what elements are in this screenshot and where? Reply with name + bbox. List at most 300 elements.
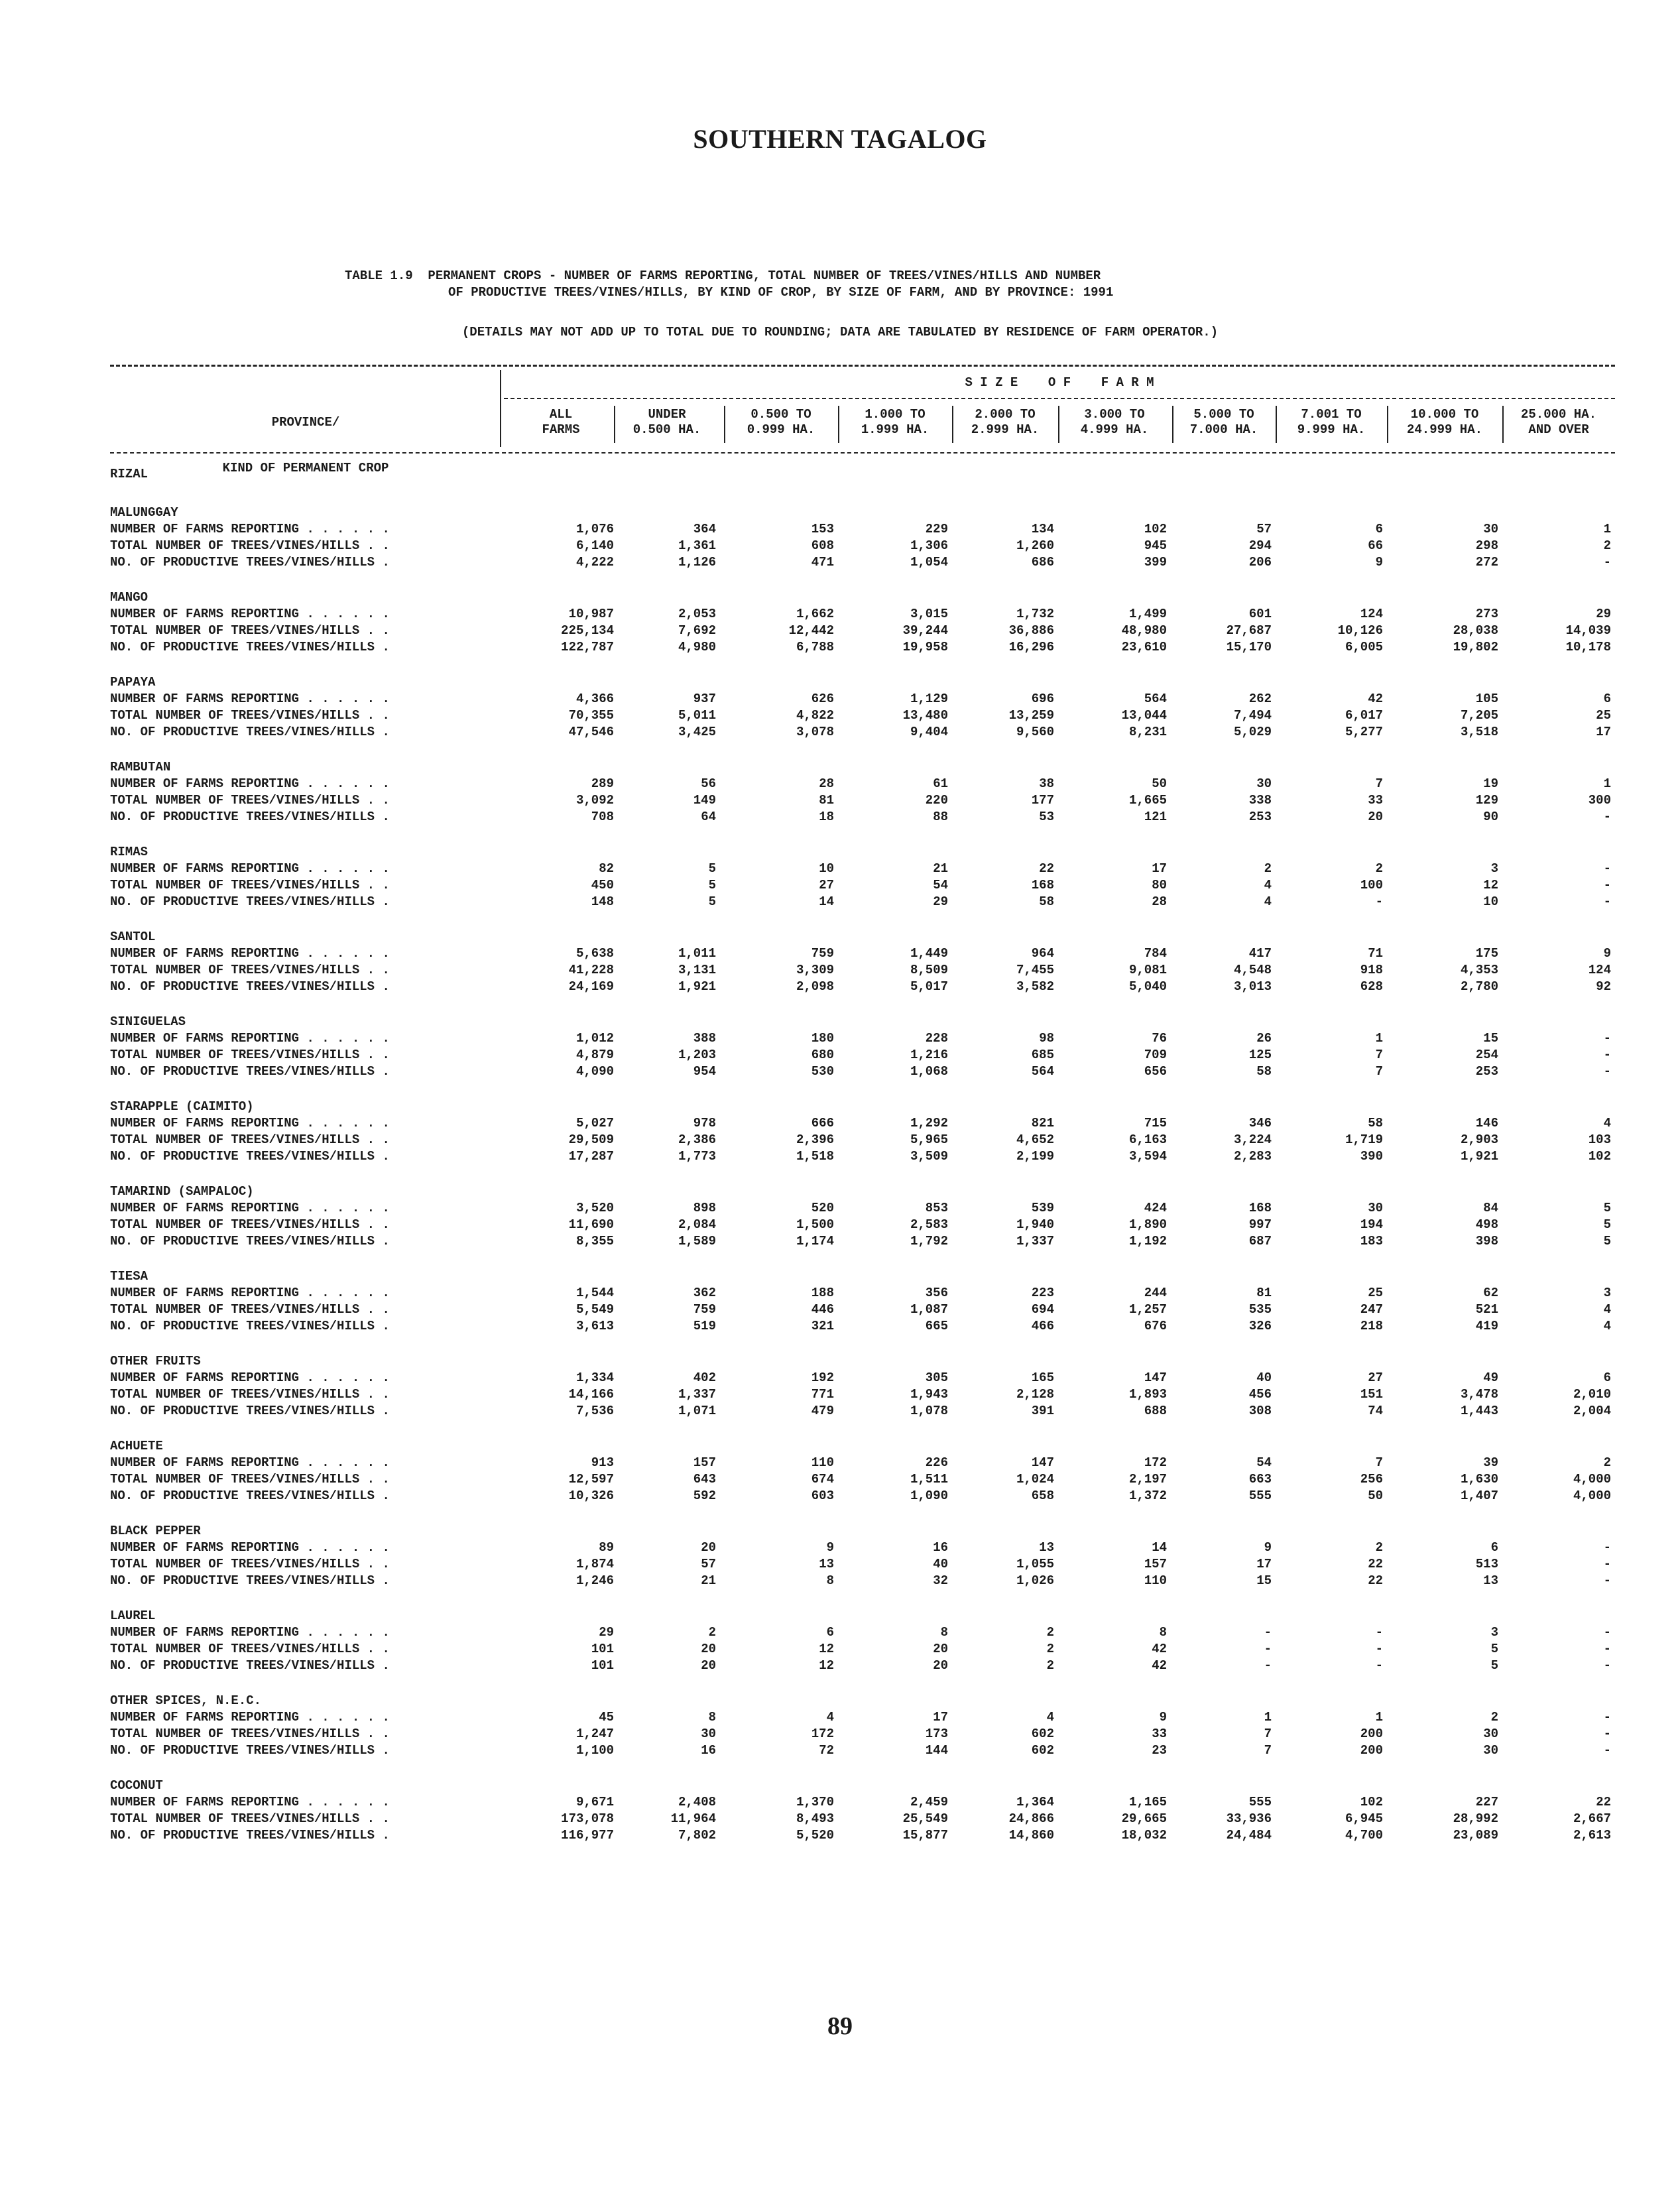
column-header-line: 10.000 TO bbox=[1410, 407, 1479, 422]
table-cell: 173 bbox=[925, 1727, 948, 1741]
table-cell: 20 bbox=[933, 1642, 948, 1656]
column-header bbox=[952, 407, 1058, 438]
table-cell: 10,987 bbox=[568, 607, 614, 621]
table-cell: 1,306 bbox=[910, 538, 948, 553]
crop-block bbox=[110, 1437, 1615, 1522]
table-cell: 1,518 bbox=[796, 1149, 834, 1164]
table-row bbox=[110, 707, 1615, 724]
table-row bbox=[110, 1726, 1615, 1742]
table-cell: 22 bbox=[1039, 861, 1054, 876]
table-cell: 1,719 bbox=[1345, 1132, 1383, 1147]
table-cell: 2,004 bbox=[1573, 1404, 1611, 1418]
table-cell: - bbox=[1603, 1642, 1611, 1656]
table-cell: 2,386 bbox=[678, 1132, 716, 1147]
table-row bbox=[110, 1811, 1615, 1827]
table-row bbox=[110, 1488, 1615, 1504]
table-cell: 289 bbox=[591, 776, 614, 791]
table-cell: 247 bbox=[1360, 1302, 1383, 1317]
crop-name: SINIGUELAS bbox=[110, 1014, 186, 1029]
table-cell: 1,511 bbox=[910, 1472, 948, 1487]
table-cell: 45 bbox=[599, 1710, 614, 1725]
table-cell: 4,700 bbox=[1345, 1828, 1383, 1843]
table-cell: 4 bbox=[1046, 1710, 1054, 1725]
table-row bbox=[110, 1641, 1615, 1658]
table-cell: 220 bbox=[925, 793, 948, 808]
table-cell: 2,396 bbox=[796, 1132, 834, 1147]
table-cell: 4,652 bbox=[1016, 1132, 1054, 1147]
row-label: NUMBER OF FARMS REPORTING . . . . . . bbox=[110, 692, 390, 706]
table-cell: - bbox=[1603, 1658, 1611, 1673]
table-cell: 3,224 bbox=[1233, 1132, 1272, 1147]
crop-name: RAMBUTAN bbox=[110, 760, 171, 774]
table-cell: 42 bbox=[1368, 692, 1383, 706]
table-cell: 27 bbox=[1368, 1370, 1383, 1385]
table-cell: 3,013 bbox=[1233, 979, 1272, 994]
table-cell: 70,355 bbox=[568, 708, 614, 723]
table-row bbox=[110, 1302, 1615, 1318]
table-cell: 1,370 bbox=[796, 1795, 834, 1809]
table-cell: 129 bbox=[1475, 793, 1498, 808]
table-cell: 14 bbox=[819, 894, 834, 909]
table-cell: 9,404 bbox=[910, 725, 948, 739]
table-cell: 253 bbox=[1248, 810, 1272, 824]
table-cell: 153 bbox=[811, 522, 834, 536]
table-cell: 20 bbox=[933, 1658, 948, 1673]
table-cell: 151 bbox=[1360, 1387, 1383, 1402]
table-cell: 5,017 bbox=[910, 979, 948, 994]
column-header-line: FARMS bbox=[542, 422, 580, 437]
table-cell: 21 bbox=[933, 861, 948, 876]
column-header-line: AND OVER bbox=[1528, 422, 1589, 437]
table-cell: 5,011 bbox=[678, 708, 716, 723]
table-cell: 10 bbox=[819, 861, 834, 876]
table-cell: 88 bbox=[933, 810, 948, 824]
table-cell: 1,100 bbox=[575, 1743, 614, 1758]
table-cell: 2,098 bbox=[796, 979, 834, 994]
crop-name: PAPAYA bbox=[110, 675, 156, 690]
table-cell: 5,549 bbox=[575, 1302, 614, 1317]
table-cell: 33 bbox=[1368, 793, 1383, 808]
crop-name: OTHER FRUITS bbox=[110, 1354, 201, 1368]
table-cell: 5 bbox=[708, 878, 716, 892]
table-cell: 226 bbox=[925, 1455, 948, 1470]
table-cell: 22 bbox=[1368, 1557, 1383, 1571]
table-cell: 11,964 bbox=[670, 1811, 716, 1826]
table-cell: 98 bbox=[1039, 1031, 1054, 1046]
table-cell: 2,667 bbox=[1573, 1811, 1611, 1826]
table-cell: 346 bbox=[1248, 1116, 1272, 1130]
table-row bbox=[110, 1403, 1615, 1420]
table-cell: 6,163 bbox=[1128, 1132, 1167, 1147]
table-cell: 10,126 bbox=[1337, 623, 1383, 638]
table-cell: 1 bbox=[1603, 522, 1611, 536]
table-cell: - bbox=[1264, 1642, 1272, 1656]
table-cell: 105 bbox=[1475, 692, 1498, 706]
table-cell: 3,509 bbox=[910, 1149, 948, 1164]
table-cell: 18 bbox=[819, 810, 834, 824]
table-cell: 9 bbox=[1375, 555, 1383, 570]
table-cell: 177 bbox=[1031, 793, 1054, 808]
table-cell: 626 bbox=[811, 692, 834, 706]
table-cell: 3,015 bbox=[910, 607, 948, 621]
column-divider bbox=[614, 406, 615, 443]
table-cell: 784 bbox=[1144, 946, 1167, 961]
table-cell: 7,802 bbox=[678, 1828, 716, 1843]
table-cell: 7 bbox=[1375, 776, 1383, 791]
table-cell: - bbox=[1603, 878, 1611, 892]
column-header-line: 0.500 TO bbox=[750, 407, 811, 422]
row-label: NO. OF PRODUCTIVE TREES/VINES/HILLS . bbox=[110, 1658, 390, 1673]
table-cell: 2,010 bbox=[1573, 1387, 1611, 1402]
table-cell: 1,407 bbox=[1460, 1489, 1498, 1503]
table-cell: - bbox=[1603, 1064, 1611, 1079]
table-cell: 1,665 bbox=[1128, 793, 1167, 808]
table-cell: 321 bbox=[811, 1319, 834, 1333]
table-cell: 8 bbox=[1159, 1625, 1167, 1640]
table-cell: 74 bbox=[1368, 1404, 1383, 1418]
table-cell: 466 bbox=[1031, 1319, 1054, 1333]
table-cell: 1 bbox=[1603, 776, 1611, 791]
column-header bbox=[614, 407, 720, 438]
table-cell: 30 bbox=[1483, 1727, 1498, 1741]
table-cell: 3,078 bbox=[796, 725, 834, 739]
table-cell: 27 bbox=[819, 878, 834, 892]
table-cell: 54 bbox=[1256, 1455, 1272, 1470]
column-header-line: 2.000 TO bbox=[975, 407, 1036, 422]
table-cell: - bbox=[1603, 894, 1611, 909]
table-row bbox=[110, 1132, 1615, 1148]
table-cell: 157 bbox=[693, 1455, 716, 1470]
column-header-line: UNDER bbox=[648, 407, 686, 422]
crop-name: ACHUETE bbox=[110, 1439, 163, 1453]
table-cell: 4,090 bbox=[575, 1064, 614, 1079]
row-label: TOTAL NUMBER OF TREES/VINES/HILLS . . bbox=[110, 623, 390, 638]
table-cell: 272 bbox=[1475, 555, 1498, 570]
table-cell: 39,244 bbox=[902, 623, 948, 638]
table-cell: 4,822 bbox=[796, 708, 834, 723]
column-header bbox=[1058, 407, 1171, 438]
table-cell: 18,032 bbox=[1121, 1828, 1167, 1843]
column-divider bbox=[724, 406, 725, 443]
table-cell: 694 bbox=[1031, 1302, 1054, 1317]
table-cell: 1,257 bbox=[1128, 1302, 1167, 1317]
table-cell: 22 bbox=[1596, 1795, 1611, 1809]
table-cell: 7 bbox=[1375, 1048, 1383, 1062]
row-label: TOTAL NUMBER OF TREES/VINES/HILLS . . bbox=[110, 1557, 390, 1571]
row-label: NUMBER OF FARMS REPORTING . . . . . . bbox=[110, 1370, 390, 1385]
column-divider bbox=[1276, 406, 1277, 443]
size-of-farm-header: S I Z E O F F A R M bbox=[965, 375, 1154, 390]
row-label: TOTAL NUMBER OF TREES/VINES/HILLS . . bbox=[110, 1387, 390, 1402]
table-cell: - bbox=[1603, 1540, 1611, 1555]
table-cell: 244 bbox=[1144, 1286, 1167, 1300]
table-row bbox=[110, 809, 1615, 825]
row-label: NO. OF PRODUCTIVE TREES/VINES/HILLS . bbox=[110, 640, 390, 654]
table-cell: 300 bbox=[1588, 793, 1611, 808]
table-cell: 10,326 bbox=[568, 1489, 614, 1503]
table-cell: 27,687 bbox=[1226, 623, 1272, 638]
table-cell: 6 bbox=[1375, 522, 1383, 536]
table-row bbox=[110, 1047, 1615, 1064]
table-row bbox=[110, 1471, 1615, 1488]
province-name: RIZAL bbox=[110, 467, 149, 481]
stub-header-line1: PROVINCE/ bbox=[271, 415, 340, 430]
table-row bbox=[110, 1370, 1615, 1386]
crop-name: TIESA bbox=[110, 1269, 149, 1284]
column-header-line: 7.001 TO bbox=[1301, 407, 1362, 422]
table-cell: 20 bbox=[701, 1540, 716, 1555]
table-cell: 24,866 bbox=[1008, 1811, 1054, 1826]
column-header bbox=[1276, 407, 1387, 438]
table-cell: 390 bbox=[1360, 1149, 1383, 1164]
table-cell: 89 bbox=[599, 1540, 614, 1555]
table-cell: 173,078 bbox=[561, 1811, 614, 1826]
table-cell: 3,613 bbox=[575, 1319, 614, 1333]
table-cell: 1,068 bbox=[910, 1064, 948, 1079]
table-cell: 9 bbox=[1603, 946, 1611, 961]
table-cell: 4,366 bbox=[575, 692, 614, 706]
table-cell: 898 bbox=[693, 1201, 716, 1215]
table-cell: 23,610 bbox=[1121, 640, 1167, 654]
table-cell: 1,921 bbox=[1460, 1149, 1498, 1164]
region-title: SOUTHERN TAGALOG bbox=[693, 124, 987, 154]
table-cell: 25,549 bbox=[902, 1811, 948, 1826]
row-label: TOTAL NUMBER OF TREES/VINES/HILLS . . bbox=[110, 1811, 390, 1826]
table-cell: 40 bbox=[1256, 1370, 1272, 1385]
column-divider bbox=[838, 406, 839, 443]
table-cell: 402 bbox=[693, 1370, 716, 1385]
table-cell: 665 bbox=[925, 1319, 948, 1333]
header-top-rule bbox=[110, 365, 1615, 367]
table-cell: 188 bbox=[811, 1286, 834, 1300]
table-cell: 102 bbox=[1360, 1795, 1383, 1809]
row-label: NUMBER OF FARMS REPORTING . . . . . . bbox=[110, 1540, 390, 1555]
table-cell: 6,017 bbox=[1345, 708, 1383, 723]
table-cell: 1,247 bbox=[575, 1727, 614, 1741]
table-cell: 16 bbox=[701, 1743, 716, 1758]
table-cell: 122,787 bbox=[561, 640, 614, 654]
table-cell: 424 bbox=[1144, 1201, 1167, 1215]
table-cell: 72 bbox=[819, 1743, 834, 1758]
table-cell: 539 bbox=[1031, 1201, 1054, 1215]
table-cell: 29,665 bbox=[1121, 1811, 1167, 1826]
table-cell: 229 bbox=[925, 522, 948, 536]
table-cell: 555 bbox=[1248, 1489, 1272, 1503]
table-cell: 5 bbox=[1603, 1234, 1611, 1248]
table-cell: 41,228 bbox=[568, 963, 614, 977]
table-cell: 696 bbox=[1031, 692, 1054, 706]
table-cell: - bbox=[1375, 894, 1383, 909]
crop-block bbox=[110, 1098, 1615, 1183]
column-header-line: 1.000 TO bbox=[865, 407, 926, 422]
table-cell: 58 bbox=[1256, 1064, 1272, 1079]
table-cell: 5 bbox=[1603, 1217, 1611, 1232]
table-row bbox=[110, 1217, 1615, 1233]
table-cell: 6,788 bbox=[796, 640, 834, 654]
table-cell: 388 bbox=[693, 1031, 716, 1046]
table-cell: 2 bbox=[1375, 861, 1383, 876]
row-label: NO. OF PRODUCTIVE TREES/VINES/HILLS . bbox=[110, 894, 390, 909]
table-cell: 1,499 bbox=[1128, 607, 1167, 621]
table-cell: 66 bbox=[1368, 538, 1383, 553]
table-row bbox=[110, 877, 1615, 894]
table-cell: 450 bbox=[591, 878, 614, 892]
row-label: NO. OF PRODUCTIVE TREES/VINES/HILLS . bbox=[110, 1319, 390, 1333]
table-cell: 9 bbox=[1264, 1540, 1272, 1555]
table-cell: 15,877 bbox=[902, 1828, 948, 1843]
table-cell: 227 bbox=[1475, 1795, 1498, 1809]
table-row bbox=[110, 1556, 1615, 1573]
table-cell: 2,053 bbox=[678, 607, 716, 621]
table-row bbox=[110, 894, 1615, 910]
table-cell: 30 bbox=[701, 1727, 716, 1741]
table-cell: 8 bbox=[708, 1710, 716, 1725]
column-header-line: 4.999 HA. bbox=[1080, 422, 1149, 437]
table-cell: 498 bbox=[1475, 1217, 1498, 1232]
table-cell: 676 bbox=[1144, 1319, 1167, 1333]
table-cell: 262 bbox=[1248, 692, 1272, 706]
row-label: NO. OF PRODUCTIVE TREES/VINES/HILLS . bbox=[110, 1573, 390, 1588]
table-cell: 20 bbox=[701, 1658, 716, 1673]
table-cell: 125 bbox=[1248, 1048, 1272, 1062]
stub-header-line2: KIND OF PERMANENT CROP bbox=[222, 461, 389, 475]
row-label: TOTAL NUMBER OF TREES/VINES/HILLS . . bbox=[110, 1217, 390, 1232]
row-label: TOTAL NUMBER OF TREES/VINES/HILLS . . bbox=[110, 1727, 390, 1741]
table-cell: 1,589 bbox=[678, 1234, 716, 1248]
table-cell: 2,199 bbox=[1016, 1149, 1054, 1164]
table-cell: - bbox=[1603, 1625, 1611, 1640]
table-cell: - bbox=[1375, 1642, 1383, 1656]
table-cell: 19,958 bbox=[902, 640, 948, 654]
row-label: TOTAL NUMBER OF TREES/VINES/HILLS . . bbox=[110, 708, 390, 723]
table-cell: 157 bbox=[1144, 1557, 1167, 1571]
table-cell: 56 bbox=[701, 776, 716, 791]
table-cell: 7,536 bbox=[575, 1404, 614, 1418]
table-cell: 103 bbox=[1588, 1132, 1611, 1147]
table-cell: 1,260 bbox=[1016, 538, 1054, 553]
row-label: TOTAL NUMBER OF TREES/VINES/HILLS . . bbox=[110, 793, 390, 808]
table-cell: 17 bbox=[1152, 861, 1167, 876]
table-cell: 102 bbox=[1588, 1149, 1611, 1164]
table-cell: 608 bbox=[811, 538, 834, 553]
crop-name: SANTOL bbox=[110, 930, 156, 944]
table-cell: 715 bbox=[1144, 1116, 1167, 1130]
table-cell: 1,449 bbox=[910, 946, 948, 961]
table-cell: 3,309 bbox=[796, 963, 834, 977]
crop-name: MANGO bbox=[110, 590, 149, 605]
table-cell: 12 bbox=[1483, 878, 1498, 892]
table-row bbox=[110, 606, 1615, 623]
table-cell: 1,773 bbox=[678, 1149, 716, 1164]
table-cell: 3,520 bbox=[575, 1201, 614, 1215]
table-cell: 5 bbox=[1490, 1642, 1498, 1656]
table-cell: 2 bbox=[708, 1625, 716, 1640]
table-cell: 192 bbox=[811, 1370, 834, 1385]
crop-name: OTHER SPICES, N.E.C. bbox=[110, 1693, 262, 1708]
row-label: NUMBER OF FARMS REPORTING . . . . . . bbox=[110, 607, 390, 621]
table-cell: 978 bbox=[693, 1116, 716, 1130]
row-label: NO. OF PRODUCTIVE TREES/VINES/HILLS . bbox=[110, 1149, 390, 1164]
table-cell: 168 bbox=[1248, 1201, 1272, 1215]
table-row bbox=[110, 1386, 1615, 1403]
table-cell: 2,197 bbox=[1128, 1472, 1167, 1487]
table-cell: 391 bbox=[1031, 1404, 1054, 1418]
table-row bbox=[110, 962, 1615, 979]
table-row bbox=[110, 979, 1615, 995]
row-label: NUMBER OF FARMS REPORTING . . . . . . bbox=[110, 1201, 390, 1215]
table-cell: 674 bbox=[811, 1472, 834, 1487]
table-cell: 709 bbox=[1144, 1048, 1167, 1062]
table-cell: 147 bbox=[1144, 1370, 1167, 1385]
crop-block bbox=[110, 1353, 1615, 1437]
table-cell: 1,024 bbox=[1016, 1472, 1054, 1487]
table-cell: 124 bbox=[1588, 963, 1611, 977]
row-label: TOTAL NUMBER OF TREES/VINES/HILLS . . bbox=[110, 1132, 390, 1147]
row-label: NO. OF PRODUCTIVE TREES/VINES/HILLS . bbox=[110, 979, 390, 994]
table-cell: 100 bbox=[1360, 878, 1383, 892]
table-cell: 1,443 bbox=[1460, 1404, 1498, 1418]
table-cell: 530 bbox=[811, 1064, 834, 1079]
table-cell: 1,055 bbox=[1016, 1557, 1054, 1571]
table-row bbox=[110, 1200, 1615, 1217]
table-cell: 8,493 bbox=[796, 1811, 834, 1826]
table-cell: 821 bbox=[1031, 1116, 1054, 1130]
table-cell: 9,671 bbox=[575, 1795, 614, 1809]
table-cell: 20 bbox=[1368, 810, 1383, 824]
table-cell: 602 bbox=[1031, 1727, 1054, 1741]
row-label: NUMBER OF FARMS REPORTING . . . . . . bbox=[110, 1455, 390, 1470]
table-cell: 1,792 bbox=[910, 1234, 948, 1248]
table-row bbox=[110, 639, 1615, 656]
table-row bbox=[110, 1827, 1615, 1844]
row-label: NO. OF PRODUCTIVE TREES/VINES/HILLS . bbox=[110, 1064, 390, 1079]
column-header-line: 9.999 HA. bbox=[1297, 422, 1366, 437]
table-cell: 62 bbox=[1483, 1286, 1498, 1300]
table-cell: 39 bbox=[1483, 1455, 1498, 1470]
table-cell: 20 bbox=[701, 1642, 716, 1656]
table-cell: 6 bbox=[1490, 1540, 1498, 1555]
column-header-line: 7.000 HA. bbox=[1189, 422, 1258, 437]
table-cell: 30 bbox=[1483, 1743, 1498, 1758]
table-cell: 964 bbox=[1031, 946, 1054, 961]
table-cell: 24,169 bbox=[568, 979, 614, 994]
table-cell: 628 bbox=[1360, 979, 1383, 994]
table-cell: 3 bbox=[1490, 1625, 1498, 1640]
table-cell: 175 bbox=[1475, 946, 1498, 961]
table-cell: 308 bbox=[1248, 1404, 1272, 1418]
table-cell: 6 bbox=[826, 1625, 834, 1640]
table-cell: 124 bbox=[1360, 607, 1383, 621]
table-cell: 7 bbox=[1264, 1727, 1272, 1741]
table-cell: 446 bbox=[811, 1302, 834, 1317]
table-cell: 28,038 bbox=[1453, 623, 1498, 638]
table-cell: 456 bbox=[1248, 1387, 1272, 1402]
table-cell: 564 bbox=[1031, 1064, 1054, 1079]
table-cell: 256 bbox=[1360, 1472, 1383, 1487]
column-header-line: 0.500 HA. bbox=[632, 422, 701, 437]
row-label: NUMBER OF FARMS REPORTING . . . . . . bbox=[110, 776, 390, 791]
table-row bbox=[110, 1573, 1615, 1589]
table-cell: 7,494 bbox=[1233, 708, 1272, 723]
table-row bbox=[110, 1624, 1615, 1641]
table-cell: 13 bbox=[1483, 1573, 1498, 1588]
table-cell: - bbox=[1603, 1557, 1611, 1571]
table-cell: 54 bbox=[933, 878, 948, 892]
table-cell: 24,484 bbox=[1226, 1828, 1272, 1843]
table-cell: 58 bbox=[1039, 894, 1054, 909]
table-cell: 180 bbox=[811, 1031, 834, 1046]
row-label: NO. OF PRODUCTIVE TREES/VINES/HILLS . bbox=[110, 1489, 390, 1503]
